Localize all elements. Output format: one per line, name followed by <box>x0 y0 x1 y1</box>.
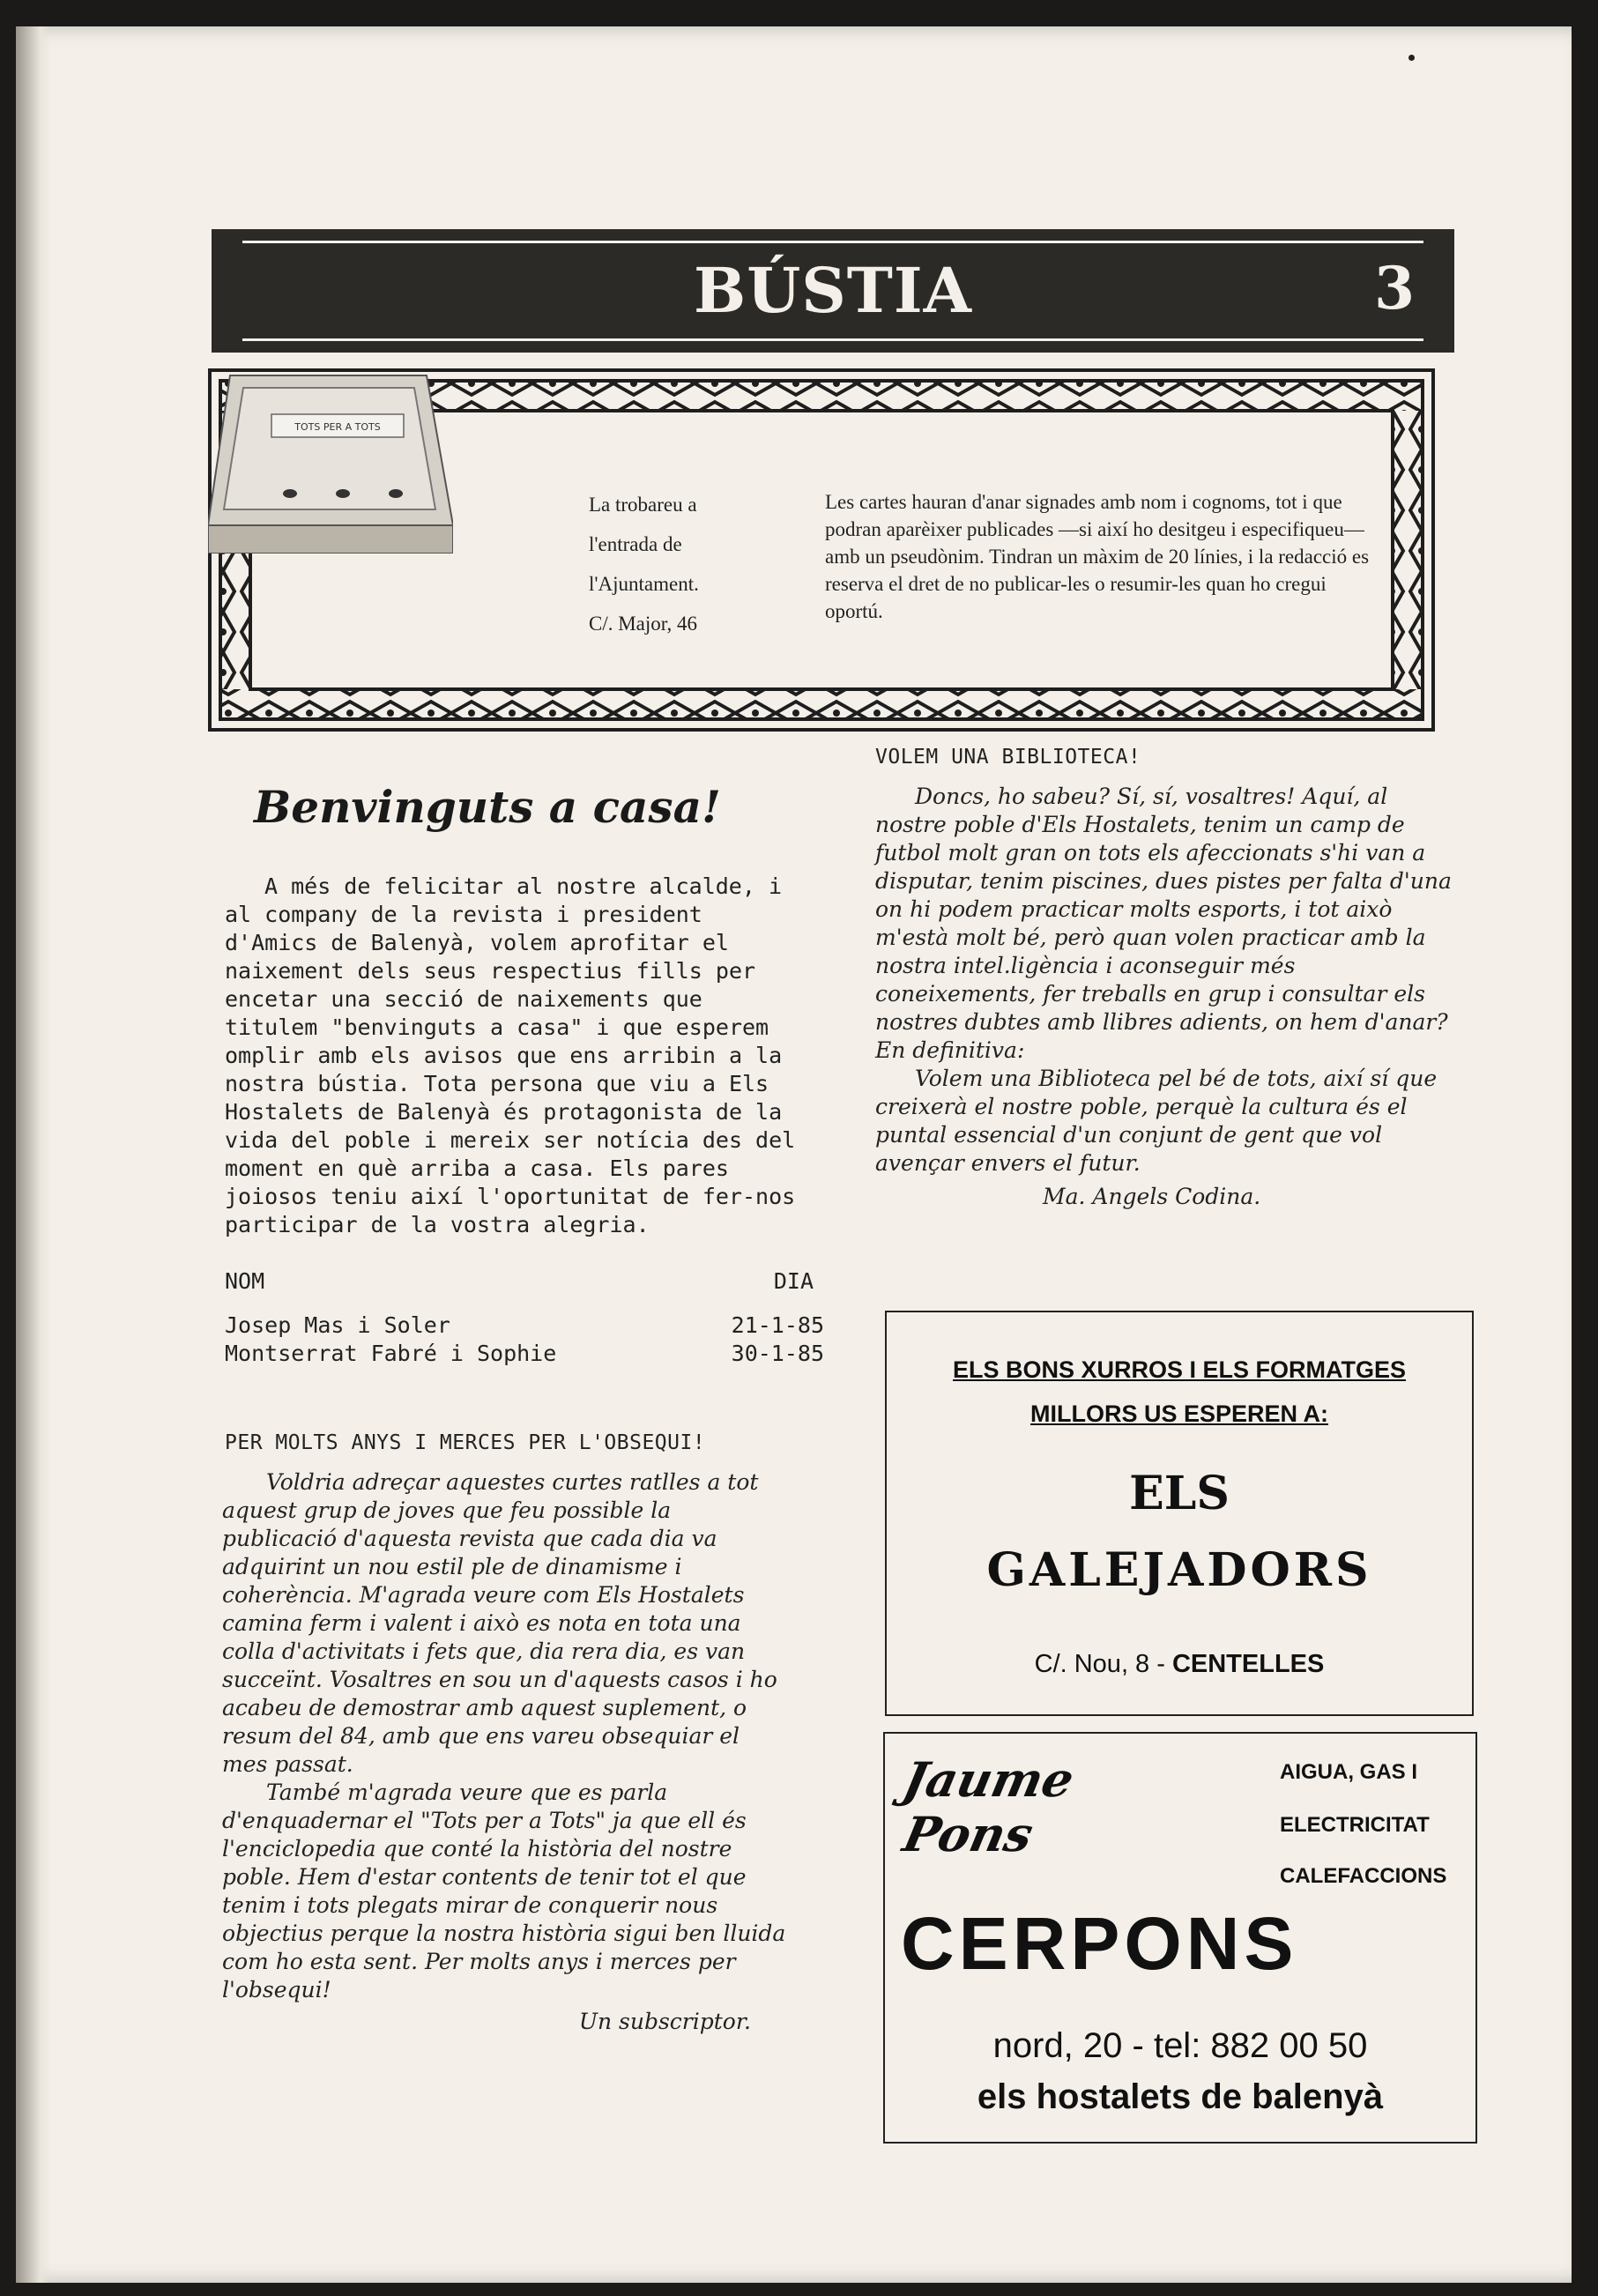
col-day-header: DIA <box>773 1268 814 1294</box>
birth-name: Montserrat Fabré i Sophie <box>225 1341 557 1366</box>
page-gutter-shadow <box>16 26 51 2283</box>
mailbox-location-caption <box>589 485 747 643</box>
ad-cerpons-brand: CERPONS <box>901 1902 1298 1985</box>
birth-day: 21-1-85 <box>731 1312 824 1338</box>
caption-line: La trobareu a <box>589 494 697 516</box>
ad-galejadors-address-line <box>887 1650 1472 1679</box>
ad-cerpons-service: CALEFACCIONS <box>1280 1864 1447 1888</box>
ad-cerpons-town: els hostalets de balenyà <box>977 2077 1384 2116</box>
ad-cerpons-service: AIGUA, GAS I <box>1280 1760 1418 1784</box>
ad-cerpons-handwritten-first: Jaume <box>898 1751 1080 1808</box>
mailbox-illustration <box>208 368 453 554</box>
header-rule-bottom <box>242 338 1423 341</box>
ad-cerpons-service: ELECTRICITAT <box>1280 1813 1430 1837</box>
caption-line: C/. Major, 46 <box>589 613 698 635</box>
ad-galejadors-name1: ELS <box>1129 1467 1230 1520</box>
ad-galejadors-name2: GALEJADORS <box>986 1543 1372 1597</box>
benvinguts-paragraph: A més de felicitar al nostre alcalde, i al company de la revista i president d'Amics de Balenyà, volem aprofitar el naixement dels seus respectius fills per encetar una secció de naixements que titulem "benvinguts a casa" i que esperem omplir amb els avisos que ens arribin a la nostra bústia. Tota persona que viu a Els Hostalets de Balenyà és protagonista de la vida del poble i mereix ser notícia des del moment en què arriba a casa. Els pares joiosos teniu així l'oportunitat de fer-nos participar de la vostra alegria. <box>225 873 796 1237</box>
mailbox-notice-box <box>208 368 1435 732</box>
letter-obsequi-title: PER MOLTS ANYS I MERCES PER L'OBSEQUI! <box>225 1431 706 1454</box>
ad-galejadors-town: CENTELLES <box>1171 1650 1325 1678</box>
letter-paragraph: Voldria adreçar aquestes curtes ratlles a tot aquest grup de joves que feu possible la publicació d'aquesta revista que cada dia va adquirint un nou estil ple de dinamisme i coherència. M'agrada veure com Els Hostalets camina ferm i valent i això es nota en tota una colla d'activitats i fets que, dia rera dia, es van succeïnt. Vosaltres en sou un d'aquests casos i ho acabeu de demostrar amb aquest suplement, o resum del 84, amb que ens vareu obsequiar el mes passat. <box>222 1469 777 1777</box>
births-table <box>225 1267 824 1368</box>
mailbox-label: TOTS PER A TOTS <box>294 421 381 433</box>
header-rule-top <box>242 241 1423 243</box>
letter-signature: Un subscriptor. <box>578 2009 751 2034</box>
print-speck <box>1408 55 1415 61</box>
ad-galejadors-line1: ELS BONS XURROS I ELS FORMATGES <box>952 1356 1407 1383</box>
letter-paragraph: Volem una Biblioteca pel bé de tots, així sí que creixerà el nostre poble, perquè la cultura és el puntal essencial d'un conjunt de gent que vol avençar envers el futur. <box>875 1066 1438 1176</box>
births-table-header <box>225 1267 824 1296</box>
page-number: 3 <box>1374 254 1415 323</box>
col-name-header: NOM <box>225 1268 265 1294</box>
ad-cerpons-handwritten-last: Pons <box>898 1806 1038 1862</box>
mailbox-rules-text: Les cartes hauran d'anar signades amb nom i cognoms, tot i que podran aparèixer publicades —si així ho desitgeu i especifiqueu— amb un pseudònim. Tindran un màxim de 20 línies, i la redacció es reserva el dret de no publicar-les o resumir-les quan ho cregui oportú. <box>825 491 1370 622</box>
caption-line: l'entrada de <box>589 533 682 555</box>
ad-cerpons <box>883 1732 1477 2144</box>
ad-galejadors-line2: MILLORS US ESPEREN A: <box>1029 1401 1329 1427</box>
table-row <box>225 1311 824 1340</box>
ad-galejadors-address: C/. Nou, 8 - <box>1034 1650 1172 1678</box>
section-header <box>212 229 1454 353</box>
letter-paragraph: Doncs, ho sabeu? Sí, sí, vosaltres! Aquí, al nostre poble d'Els Hostalets, tenim un camp de futbol molt gran on tots els afeccionats s'hi van a disputar, tenim piscines, dues pistes per falta d'una on hi podem practicar molts esports, i tot això m'està molt bé, però quan volen practicar amb la nostra intel.ligència i aconseguir més coneixements, fer treballs en grup i consultar els nostres dubtes amb llibres adients, on hem d'anar? En definitiva: <box>875 784 1452 1063</box>
ad-cerpons-address: nord, 20 - tel: 882 00 50 <box>992 2026 1368 2065</box>
caption-line: l'Ajuntament. <box>589 573 699 595</box>
table-row <box>225 1340 824 1368</box>
letter-paragraph: També m'agrada veure que es parla d'enquadernar el "Tots per a Tots" ja que ell és l'enciclopedia que conté la història del nostre poble. Hem d'estar contents de tenir tot el que tenim i tots plegats mirar de conquerir nous objectius perque la nostra història sigui ben lluida com ho esta sent. Per molts anys i merces per l'obsequi! <box>222 1780 786 2002</box>
benvinguts-headline: Benvinguts a casa! <box>254 781 721 833</box>
letter-obsequi-body <box>222 1468 786 2036</box>
birth-day: 30-1-85 <box>731 1341 824 1366</box>
letter-signature: Ma. Angels Codina. <box>1043 1184 1261 1209</box>
birth-name: Josep Mas i Soler <box>225 1312 450 1338</box>
letter-biblioteca-title: VOLEM UNA BIBLIOTECA! <box>875 746 1141 769</box>
section-title: BÚSTIA <box>694 254 972 327</box>
letter-biblioteca-body <box>875 783 1457 1211</box>
benvinguts-article <box>225 873 806 1239</box>
ad-galejadors <box>885 1311 1474 1716</box>
